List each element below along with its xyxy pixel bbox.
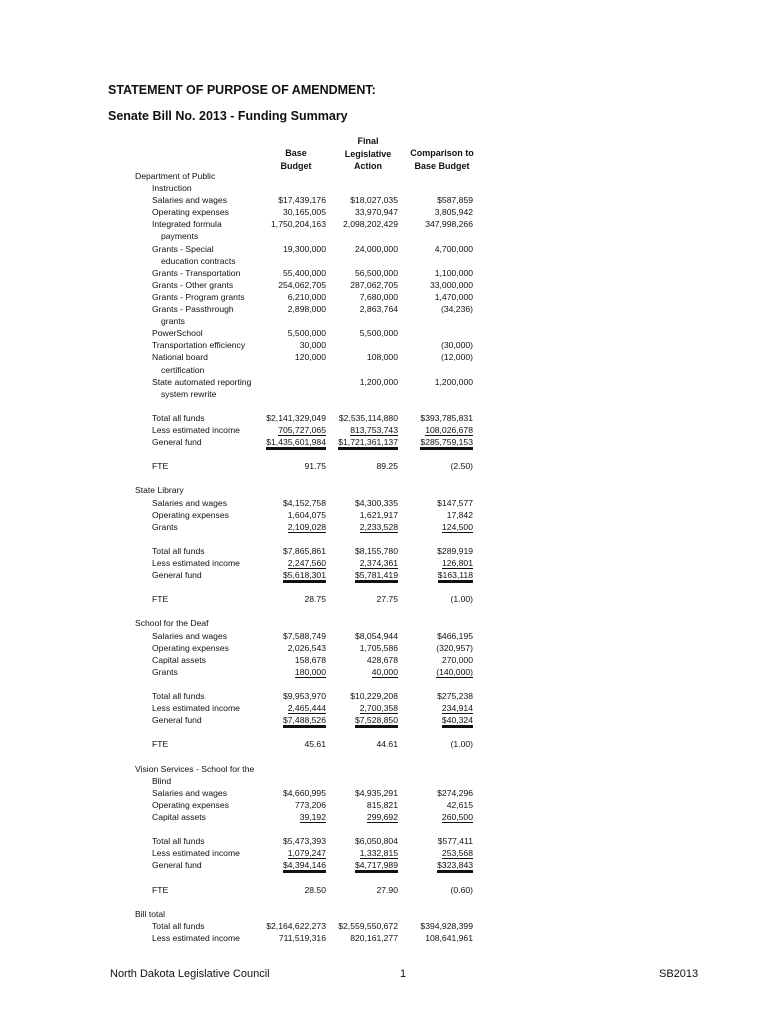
final-action-cell: 89.25 (376, 461, 398, 472)
row-label: State Library (135, 485, 184, 496)
table-row (0, 569, 770, 581)
final-action-cell: $2,559,550,672 (338, 920, 398, 931)
final-action-cell: 108,000 (366, 352, 398, 363)
table-row (0, 932, 770, 944)
table-spacer (0, 581, 770, 593)
base-budget-cell: 6,210,000 (287, 291, 326, 302)
row-label: Department of Public (135, 171, 216, 181)
final-action-cell: $4,935,291 (354, 787, 398, 798)
row-label: National board (152, 352, 208, 363)
comparison-cell: 253,568 (441, 848, 473, 859)
comparison-cell: (320,957) (436, 642, 473, 653)
comparison-cell: 1,200,000 (434, 376, 473, 387)
table-row (0, 303, 770, 315)
comparison-cell: $393,785,831 (420, 412, 473, 423)
row-label: Grants - Other grants (152, 279, 234, 290)
row-label: payments (161, 231, 199, 242)
final-action-cell: 7,680,000 (359, 291, 398, 302)
row-label: Grants - Special (152, 243, 214, 254)
base-budget-cell: 39,192 (299, 811, 326, 822)
document-title: STATEMENT OF PURPOSE OF AMENDMENT: (108, 83, 376, 97)
final-action-cell: 1,200,000 (359, 376, 398, 387)
base-budget-cell: $4,394,146 (282, 860, 326, 871)
comparison-cell: 234,914 (441, 703, 473, 714)
row-label: Grants - Passthrough (152, 304, 234, 315)
row-label: Transportation efficiency (152, 340, 246, 351)
table-row (0, 642, 770, 654)
table-row (0, 182, 770, 194)
comparison-cell: (34,236) (440, 304, 473, 315)
row-label: FTE (152, 461, 169, 472)
final-action-cell: 5,500,000 (359, 328, 398, 339)
table-spacer (0, 472, 770, 484)
row-label: Less estimated income (152, 558, 240, 568)
base-budget-cell: 254,062,705 (278, 279, 326, 290)
table-row (0, 243, 770, 255)
final-action-cell: 1,621,917 (359, 509, 398, 520)
final-action-cell: 56,500,000 (354, 267, 398, 278)
final-action-cell: $8,155,780 (354, 545, 398, 556)
table-spacer (0, 726, 770, 738)
table-row (0, 327, 770, 339)
table-row (0, 497, 770, 509)
comparison-cell: 260,500 (441, 811, 473, 822)
row-label: Grants - Program grants (152, 291, 245, 302)
table-row (0, 617, 770, 629)
table-row (0, 690, 770, 702)
comparison-cell: 33,000,000 (429, 279, 473, 290)
final-action-cell: 820,161,277 (350, 932, 398, 943)
comparison-cell: 270,000 (441, 654, 473, 665)
table-row (0, 267, 770, 279)
final-action-cell: 299,692 (366, 811, 398, 822)
row-label: General fund (152, 570, 202, 581)
row-label: Less estimated income (152, 703, 240, 714)
final-action-cell: 44.61 (376, 739, 398, 750)
base-budget-cell: $2,164,622,273 (266, 920, 326, 931)
table-row (0, 339, 770, 351)
base-budget-cell: $5,618,301 (282, 570, 326, 581)
comparison-cell: $163,118 (437, 570, 473, 581)
table-row (0, 908, 770, 920)
base-budget-cell: $17,439,176 (278, 195, 326, 206)
comparison-cell: 126,801 (441, 558, 473, 568)
table-spacer (0, 678, 770, 690)
comparison-cell: $274,296 (437, 787, 473, 798)
row-label: Operating expenses (152, 642, 229, 653)
base-budget-cell: 180,000 (294, 666, 326, 677)
final-action-cell: $7,528,850 (354, 715, 398, 726)
table-row (0, 775, 770, 787)
table-row (0, 666, 770, 678)
base-budget-cell: $4,660,995 (282, 787, 326, 798)
row-label: system rewrite (161, 388, 217, 399)
funding-table (0, 170, 770, 944)
final-action-cell: $8,054,944 (354, 630, 398, 641)
final-action-cell: 1,705,586 (359, 642, 398, 653)
comparison-cell: $577,411 (437, 836, 473, 847)
base-budget-cell: $2,141,329,049 (266, 412, 326, 423)
comparison-cell: $587,859 (437, 195, 473, 206)
table-spacer (0, 605, 770, 617)
final-action-cell: 40,000 (371, 666, 398, 677)
table-row (0, 521, 770, 533)
comparison-cell: 108,641,961 (425, 932, 473, 943)
final-action-cell: 27.75 (376, 594, 398, 605)
final-action-cell: $10,229,208 (350, 691, 398, 702)
table-row (0, 424, 770, 436)
table-row (0, 436, 770, 448)
table-row (0, 714, 770, 726)
row-label: Grants (152, 666, 178, 677)
comparison-cell: 3,805,942 (434, 207, 473, 218)
comparison-cell: 42,615 (446, 799, 473, 810)
table-row (0, 702, 770, 714)
comparison-cell: (30,000) (440, 340, 473, 351)
row-label: Salaries and wages (152, 497, 228, 508)
row-label: General fund (152, 437, 202, 448)
comparison-cell: 347,998,266 (425, 219, 473, 230)
comparison-cell: (1.00) (450, 739, 473, 750)
comparison-cell: 4,700,000 (434, 243, 473, 254)
table-spacer (0, 823, 770, 835)
table-row (0, 593, 770, 605)
row-label: General fund (152, 860, 202, 871)
base-budget-cell: 91.75 (304, 461, 326, 472)
base-budget-cell: 28.50 (304, 884, 326, 895)
table-row (0, 412, 770, 424)
base-budget-cell: $7,588,749 (282, 630, 326, 641)
base-budget-cell: 2,898,000 (287, 304, 326, 315)
final-action-cell: $2,535,114,880 (338, 412, 398, 423)
row-label: Grants - Transportation (152, 267, 241, 278)
row-label: PowerSchool (152, 328, 203, 339)
base-budget-cell: 2,247,560 (287, 558, 326, 568)
table-row (0, 388, 770, 400)
row-label: Operating expenses (152, 509, 229, 520)
base-budget-cell: $5,473,393 (282, 836, 326, 847)
base-budget-cell: $9,953,970 (282, 691, 326, 702)
base-budget-cell: 1,079,247 (287, 848, 326, 859)
table-spacer (0, 896, 770, 908)
table-row (0, 787, 770, 799)
table-row (0, 799, 770, 811)
comparison-cell: $275,238 (437, 691, 473, 702)
table-row (0, 218, 770, 230)
comparison-cell: 124,500 (441, 521, 473, 532)
comparison-cell: $289,919 (437, 545, 473, 556)
base-budget-cell: $7,865,861 (282, 545, 326, 556)
table-row (0, 557, 770, 569)
table-row (0, 170, 770, 182)
base-budget-cell: 28.75 (304, 594, 326, 605)
row-label: certification (161, 364, 205, 375)
table-row (0, 545, 770, 557)
final-action-cell: 1,332,815 (359, 848, 398, 859)
final-action-cell: 2,233,528 (359, 521, 398, 532)
row-label: State automated reporting (152, 376, 252, 387)
final-action-cell: 33,970,947 (354, 207, 398, 218)
row-label: Total all funds (152, 545, 205, 556)
document-subtitle: Senate Bill No. 2013 - Funding Summary (108, 109, 348, 123)
row-label: Less estimated income (152, 424, 240, 435)
final-action-cell: 2,863,764 (359, 304, 398, 315)
comparison-cell: (2.50) (450, 461, 473, 472)
table-row (0, 291, 770, 303)
table-row (0, 630, 770, 642)
base-budget-cell: 120,000 (294, 352, 326, 363)
base-budget-cell: 1,750,204,163 (271, 219, 326, 230)
row-label: Total all funds (152, 412, 205, 423)
table-spacer (0, 533, 770, 545)
table-row (0, 364, 770, 376)
comparison-cell: $285,759,153 (420, 437, 473, 448)
row-label: education contracts (161, 255, 236, 266)
final-action-cell: $4,300,335 (354, 497, 398, 508)
table-row (0, 460, 770, 472)
final-action-cell: 815,821 (366, 799, 398, 810)
row-label: Less estimated income (152, 848, 240, 859)
column-header-final-legislative-action: Final Legislative Action (344, 136, 392, 171)
row-label: FTE (152, 594, 169, 605)
base-budget-cell: 2,026,543 (287, 642, 326, 653)
row-label: Salaries and wages (152, 630, 228, 641)
base-budget-cell: 30,000 (299, 340, 326, 351)
footer-bill-id: SB2013 (659, 968, 699, 980)
table-row (0, 206, 770, 218)
row-label: Capital assets (152, 654, 206, 665)
comparison-cell: $147,577 (437, 497, 473, 508)
row-label: Less estimated income (152, 932, 240, 943)
table-spacer (0, 448, 770, 460)
final-action-cell: 27.90 (376, 884, 398, 895)
row-label: Total all funds (152, 836, 205, 847)
final-action-cell: 2,700,358 (359, 703, 398, 714)
final-action-cell: $5,781,419 (354, 570, 398, 581)
row-label: Total all funds (152, 691, 205, 702)
table-row (0, 859, 770, 871)
comparison-cell: $323,843 (437, 860, 473, 871)
row-label: Bill total (135, 908, 166, 919)
footer-page-number: 1 (400, 968, 407, 980)
table-row (0, 194, 770, 206)
table-row (0, 738, 770, 750)
final-action-cell: 813,753,743 (350, 424, 398, 435)
row-label: School for the Deaf (135, 618, 209, 629)
comparison-cell: $394,928,399 (420, 920, 473, 931)
row-label: Operating expenses (152, 799, 229, 810)
table-row (0, 509, 770, 521)
table-row (0, 484, 770, 496)
base-budget-cell: $4,152,758 (282, 497, 326, 508)
row-label: Grants (152, 521, 178, 532)
table-row (0, 847, 770, 859)
table-row (0, 920, 770, 932)
column-header-comparison: Comparison to Base Budget (410, 148, 474, 171)
final-action-cell: 24,000,000 (354, 243, 398, 254)
comparison-cell: (1.00) (450, 594, 473, 605)
final-action-cell: 2,098,202,429 (343, 219, 398, 230)
base-budget-cell: $7,488,526 (282, 715, 326, 726)
row-label: grants (161, 316, 185, 327)
row-label: FTE (152, 739, 169, 750)
base-budget-cell: 30,165,005 (282, 207, 326, 218)
base-budget-cell: 158,678 (294, 654, 326, 665)
table-spacer (0, 751, 770, 763)
table-row (0, 351, 770, 363)
row-label: Operating expenses (152, 207, 229, 218)
table-row (0, 654, 770, 666)
comparison-cell: 1,470,000 (434, 291, 473, 302)
table-spacer (0, 400, 770, 412)
row-label: Capital assets (152, 811, 206, 822)
final-action-cell: $4,717,989 (354, 860, 398, 871)
final-action-cell: 287,062,705 (350, 279, 398, 290)
final-action-cell: 428,678 (366, 654, 398, 665)
table-row (0, 255, 770, 267)
base-budget-cell: 711,519,316 (278, 932, 326, 943)
table-row (0, 835, 770, 847)
comparison-cell: 1,100,000 (434, 267, 473, 278)
comparison-cell: (0.60) (450, 884, 473, 895)
base-budget-cell: $1,435,601,984 (266, 437, 326, 448)
table-row (0, 884, 770, 896)
table-row (0, 376, 770, 388)
table-row (0, 279, 770, 291)
row-label: Blind (152, 775, 172, 786)
final-action-cell: $18,027,035 (350, 195, 398, 206)
comparison-cell: $40,324 (441, 715, 473, 726)
row-label: Integrated formula (152, 219, 222, 230)
row-label: Vision Services - School for the (135, 763, 255, 774)
row-label: Salaries and wages (152, 195, 228, 206)
row-label: General fund (152, 715, 202, 726)
row-label: Total all funds (152, 920, 205, 931)
footer-organization: North Dakota Legislative Council (110, 968, 270, 980)
comparison-cell: (140,000) (436, 666, 473, 677)
table-row (0, 763, 770, 775)
comparison-cell: (12,000) (440, 352, 473, 363)
table-row (0, 811, 770, 823)
row-label: Salaries and wages (152, 787, 228, 798)
base-budget-cell: 2,465,444 (287, 703, 326, 714)
column-header-base-budget: Base Budget (280, 148, 312, 171)
final-action-cell: $1,721,361,137 (338, 437, 398, 448)
base-budget-cell: 1,604,075 (287, 509, 326, 520)
comparison-cell: $466,195 (437, 630, 473, 641)
base-budget-cell: 55,400,000 (282, 267, 326, 278)
comparison-cell: 108,026,678 (425, 424, 473, 435)
final-action-cell: 2,374,361 (359, 558, 398, 568)
row-label: FTE (152, 884, 169, 895)
base-budget-cell: 5,500,000 (287, 328, 326, 339)
base-budget-cell: 45.61 (304, 739, 326, 750)
table-row (0, 315, 770, 327)
table-row (0, 230, 770, 242)
final-action-cell: $6,050,804 (354, 836, 398, 847)
base-budget-cell: 705,727,065 (278, 424, 326, 435)
base-budget-cell: 19,300,000 (282, 243, 326, 254)
row-label: Instruction (152, 183, 192, 194)
base-budget-cell: 2,109,028 (287, 521, 326, 532)
base-budget-cell: 773,206 (294, 799, 326, 810)
comparison-cell: 17,842 (446, 509, 473, 520)
table-spacer (0, 871, 770, 883)
